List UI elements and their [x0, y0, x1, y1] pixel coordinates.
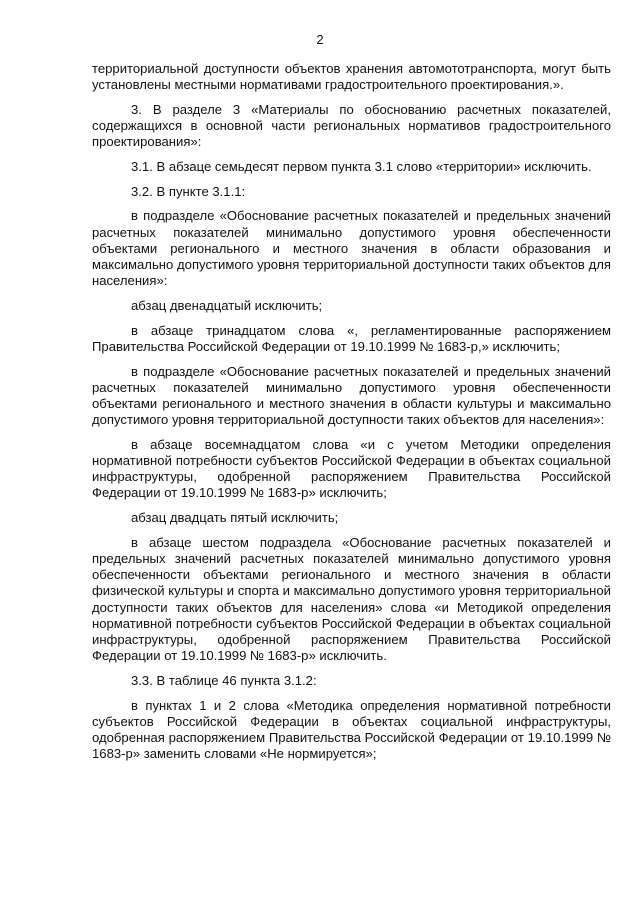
document-body [92, 61, 611, 771]
paragraph-sport-subsection: в абзаце шестом подраздела «Обоснование расчетных показателей и предельных значений расчетных показателей минимально допустимого уровня обеспеченности объектами регионального и местного значения в области физической культуры и спорта и максимально допустимого уровня территориальной доступности таких объектов для населения» слова «и Методикой определения нормативной потребности субъектов Российской Федерации в объектах социальной инфраструктуры, одобренной распоряжением Правительства Российской Федерации от 19.10.1999 № 1683-р» исключить. [92, 534, 611, 664]
page-number: 2 [316, 32, 324, 47]
paragraph-3-1: 3.1. В абзаце семьдесят первом пункта 3.1 слово «территории» исключить. [131, 159, 592, 175]
paragraph-table-46: в пунктах 1 и 2 слова «Методика определения нормативной потребности субъектов Российской Федерации в объектах социальной инфраструктуры, одобренная распоряжением Правительства Российской Федерации от 19.10.1999 № 1683-р» заменить словами «Не нормируется»; [92, 697, 611, 762]
paragraph-3-3: 3.3. В таблице 46 пункта 3.1.2: [131, 673, 317, 688]
paragraph-section-3: 3. В разделе 3 «Материалы по обоснованию расчетных показателей, содержащихся в основной части региональных нормативов градостроительного проектирования»: [92, 101, 611, 150]
paragraph-thirteenth: в абзаце тринадцатом слова «, регламентированные распоряжением Правительства Российской Федерации от 19.10.1999 № 1683-р,» исключить; [92, 322, 611, 354]
paragraph-continuation: территориальной доступности объектов хранения автомототранспорта, могут быть установлены местными нормативами градостроительного проектирования.». [92, 61, 611, 93]
paragraph-twenty-fifth-removed: абзац двадцать пятый исключить; [131, 510, 339, 526]
paragraph-twelfth-removed: абзац двенадцатый исключить; [131, 297, 323, 313]
paragraph-eighteenth: в абзаце восемнадцатом слова «и с учетом Методики определения нормативной потребности субъектов Российской Федерации в объектах социальной инфраструктуры, одобренной распоряжением Правительства Российской Федерации от 19.10.1999 № 1683-р» исключить; [92, 436, 611, 501]
paragraph-3-2: 3.2. В пункте 3.1.1: [131, 183, 246, 199]
paragraph-education-subsection: в подразделе «Обоснование расчетных показателей и предельных значений расчетных показателей минимально допустимого уровня обеспеченности объектами регионального и местного значения в области образования и максимально допустимого уровня территориальной доступности таких объектов для населения»: [92, 208, 611, 289]
paragraph-culture-subsection: в подразделе «Обоснование расчетных показателей и предельных значений расчетных показателей минимально допустимого уровня обеспеченности объектами регионального и местного значения в области культуры и максимально допустимого уровня территориальной доступности таких объектов для населения»: [92, 363, 611, 428]
